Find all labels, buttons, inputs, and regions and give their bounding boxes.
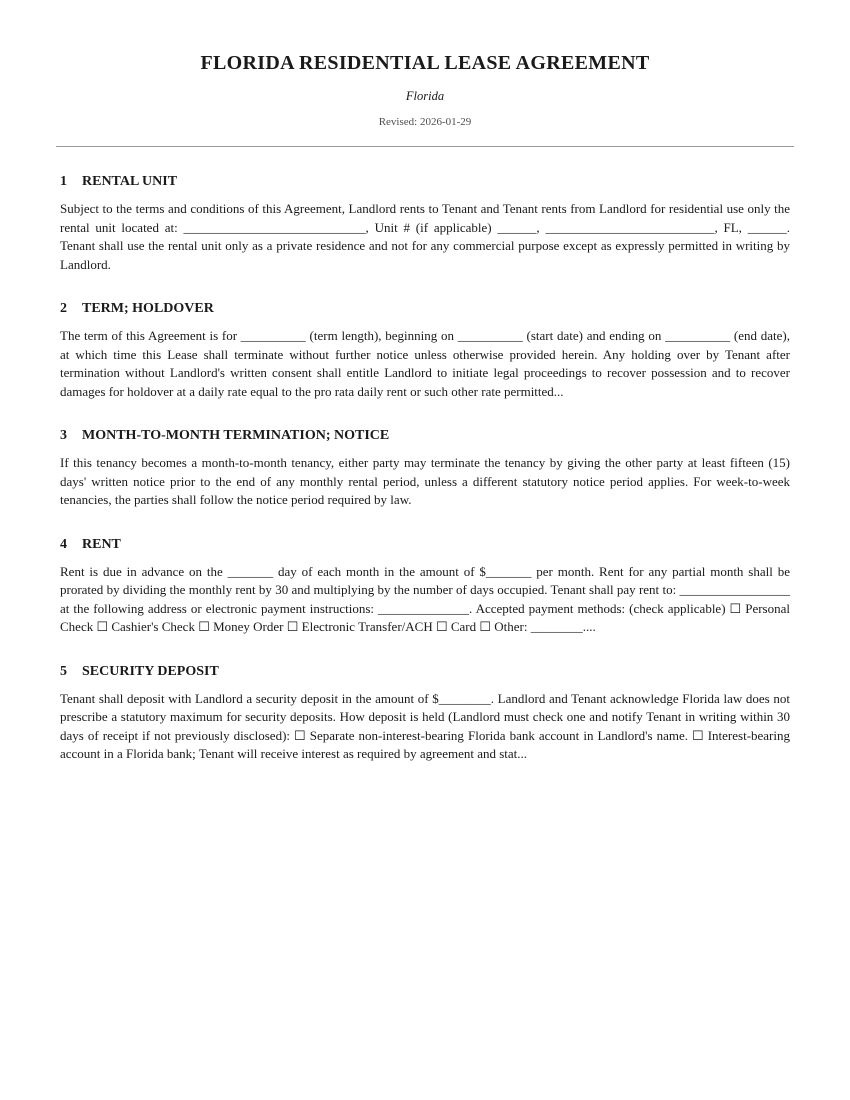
section-rent xyxy=(60,536,790,637)
section-body: If this tenancy becomes a month-to-month tenancy, either party may terminate the tenancy by giving the other party at least fifteen (15) days' written notice prior to the end of any monthly rental period, unless a different statutory notice period applies. For week-to-week tenancies, the parties shall follow the notice period required by law. xyxy=(60,455,790,507)
section-month-to-month-termination xyxy=(60,427,790,510)
header-divider xyxy=(56,146,794,147)
section-body: Rent is due in advance on the _______ day of each month in the amount of $_______ per month. Rent for any partial month shall be prorated by dividing the monthly rent by 30 and multiplying by the number of days occupied. Tenant shall pay rent to: _________________ at the following address or electronic payment instructions: ______________. Accepted payment methods: (check applicable) ☐ Personal Check ☐ Cashier's Check ☐ Money Order ☐ Electronic Transfer/ACH ☐ Card ☐ Other: ________.... xyxy=(60,563,790,634)
section-body: Subject to the terms and conditions of this Agreement, Landlord rents to Tenant and Tenant rents from Landlord for residential use only the rental unit located at: ____________________________, Unit # (if applicable) ______, __________________________, FL, ______. Tenant shall use the rental unit only as a private residence and not for any commercial purpose except as expressly permitted in writing by Landlord. xyxy=(60,201,790,272)
section-body: Tenant shall deposit with Landlord a security deposit in the amount of $________. Landlord and Tenant acknowledge Florida law does not prescribe a statutory maximum for security deposits. How deposit is held (Landlord must check one and notify Tenant in writing within 30 days of receipt if not previously disclosed): ☐ Separate non-interest-bearing Florida bank account in Landlord's name. ☐ Interest-bearing account in a Florida bank; Tenant will receive interest as required by agreement and stat... xyxy=(60,690,790,761)
section-number: 2 xyxy=(60,301,67,316)
section-heading-text: SECURITY DEPOSIT xyxy=(82,663,219,679)
document-title: FLORIDA RESIDENTIAL LEASE AGREEMENT xyxy=(200,52,650,74)
section-heading xyxy=(60,427,790,445)
section-heading-text: MONTH-TO-MONTH TERMINATION; NOTICE xyxy=(82,428,390,443)
section-number: 1 xyxy=(60,174,67,189)
section-number: 3 xyxy=(60,428,67,443)
section-rental-unit xyxy=(60,173,790,274)
section-heading-text: RENTAL UNIT xyxy=(82,174,178,189)
section-number: 5 xyxy=(60,663,67,679)
section-heading xyxy=(60,300,790,318)
section-heading xyxy=(60,663,790,681)
section-heading xyxy=(60,173,790,191)
section-heading-text: RENT xyxy=(82,536,121,552)
section-security-deposit xyxy=(60,663,790,764)
revision-date: Revised: 2026-01-29 xyxy=(378,116,472,128)
document-header xyxy=(60,52,790,129)
section-heading xyxy=(60,536,790,554)
section-heading-text: TERM; HOLDOVER xyxy=(82,301,214,316)
section-term-holdover xyxy=(60,300,790,401)
section-body: The term of this Agreement is for __________ (term length), beginning on __________ (start date) and ending on __________ (end date), at which time this Lease shall terminate without further notice unless otherwise provided herein. Any holding over by Tenant after termination without Landlord's written consent shall entitle Landlord to initiate legal proceedings to recover possession and to recover damages for holdover at a daily rate equal to the pro rata daily rent or such other rate permitted... xyxy=(60,328,790,399)
section-number: 4 xyxy=(60,536,67,552)
document-subtitle: Florida xyxy=(405,89,445,103)
